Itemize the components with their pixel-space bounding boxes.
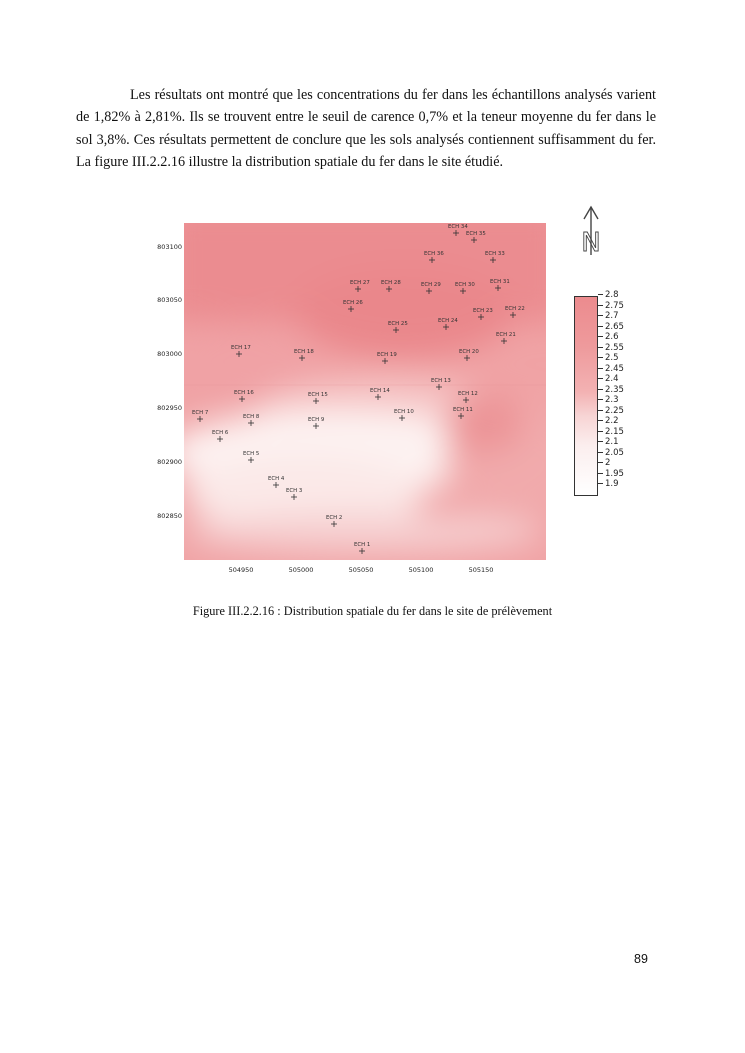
x-tick-label: 505150 xyxy=(468,566,494,574)
sample-label: ECH 24 xyxy=(438,318,458,324)
y-tick-label: 803100 xyxy=(157,243,182,251)
sample-label: ECH 6 xyxy=(212,430,229,436)
x-tick-label: 505100 xyxy=(408,566,434,574)
sample-label: ECH 25 xyxy=(388,321,408,327)
sample-label: ECH 23 xyxy=(473,308,493,314)
legend-label: 2.7 xyxy=(598,311,619,321)
legend-label: 2.55 xyxy=(598,343,624,353)
sample-label: ECH 35 xyxy=(466,231,486,237)
sample-label: ECH 36 xyxy=(424,251,444,257)
sample-label: ECH 4 xyxy=(268,476,285,482)
sample-label: ECH 21 xyxy=(496,332,516,338)
sample-label: ECH 9 xyxy=(308,417,325,423)
sample-label: ECH 7 xyxy=(192,410,209,416)
north-label: N xyxy=(581,228,601,257)
legend-label: 1.9 xyxy=(598,479,619,489)
sample-label: ECH 33 xyxy=(485,251,505,257)
map-canvas xyxy=(184,223,546,560)
sample-label: ECH 30 xyxy=(455,282,475,288)
legend-label: 2.3 xyxy=(598,395,619,405)
legend-label: 2.8 xyxy=(598,290,619,300)
sample-label: ECH 2 xyxy=(326,515,343,521)
legend-label: 2.15 xyxy=(598,427,624,437)
sample-label: ECH 29 xyxy=(421,282,441,288)
y-tick-label: 802950 xyxy=(157,404,182,412)
sample-label: ECH 11 xyxy=(453,407,473,413)
y-tick-label: 802900 xyxy=(157,458,182,466)
sample-label: ECH 8 xyxy=(243,414,260,420)
y-tick-label: 802850 xyxy=(157,512,182,520)
sample-label: ECH 12 xyxy=(458,391,478,397)
north-arrow-icon xyxy=(576,205,606,257)
sample-label: ECH 28 xyxy=(381,280,401,286)
legend-label: 2.4 xyxy=(598,374,619,384)
legend-label: 2.2 xyxy=(598,416,619,426)
x-tick-label: 505000 xyxy=(288,566,314,574)
sample-label: ECH 16 xyxy=(234,390,254,396)
sample-label: ECH 27 xyxy=(350,280,370,286)
y-tick-label: 803000 xyxy=(157,350,182,358)
sample-label: ECH 22 xyxy=(505,306,525,312)
x-tick-label: 505050 xyxy=(348,566,374,574)
sample-label: ECH 18 xyxy=(294,349,314,355)
sample-label: ECH 26 xyxy=(343,300,363,306)
y-tick-label: 803050 xyxy=(157,296,182,304)
sample-label: ECH 13 xyxy=(431,378,451,384)
legend-label: 2 xyxy=(598,458,610,468)
legend-label: 2.6 xyxy=(598,332,619,342)
figure-caption: Figure III.2.2.16 : Distribution spatiale du fer dans le site de prélèvement xyxy=(192,604,553,618)
legend-label: 2.75 xyxy=(598,301,624,311)
sample-label: ECH 1 xyxy=(354,542,371,548)
legend-label: 1.95 xyxy=(598,469,624,479)
sample-label: ECH 14 xyxy=(370,388,390,394)
x-tick-label: 504950 xyxy=(228,566,254,574)
legend-label: 2.05 xyxy=(598,448,624,458)
body-paragraph: Les résultats ont montré que les concentrations du fer dans les échantillons analysés varient de 1,82% à 2,81%. Ils se trouvent entre le seuil de carence 0,7% et la teneur moyenne du fer dans le sol 3,8%. Ces résultats permettent de conclure que les sols analysés contiennent suffisamment du fer. La figure III.2.2.16 illustre la distribution spatiale du fer dans le site étudié. xyxy=(76,87,656,170)
sample-label: ECH 20 xyxy=(459,349,479,355)
iron-distribution-map xyxy=(184,223,546,560)
sample-label: ECH 19 xyxy=(377,352,397,358)
legend-label: 2.45 xyxy=(598,364,624,374)
sample-label: ECH 31 xyxy=(490,279,510,285)
legend-label: 2.25 xyxy=(598,406,624,416)
page-number: 89 xyxy=(634,952,648,966)
legend-label: 2.5 xyxy=(598,353,619,363)
legend-color-bar xyxy=(574,296,598,496)
sample-label: ECH 34 xyxy=(448,224,468,230)
legend-label: 2.35 xyxy=(598,385,624,395)
sample-label: ECH 5 xyxy=(243,451,260,457)
sample-label: ECH 3 xyxy=(286,488,303,494)
legend-label: 2.1 xyxy=(598,437,619,447)
sample-label: ECH 15 xyxy=(308,392,328,398)
sample-label: ECH 10 xyxy=(394,409,414,415)
legend-label: 2.65 xyxy=(598,322,624,332)
sample-label: ECH 17 xyxy=(231,345,251,351)
